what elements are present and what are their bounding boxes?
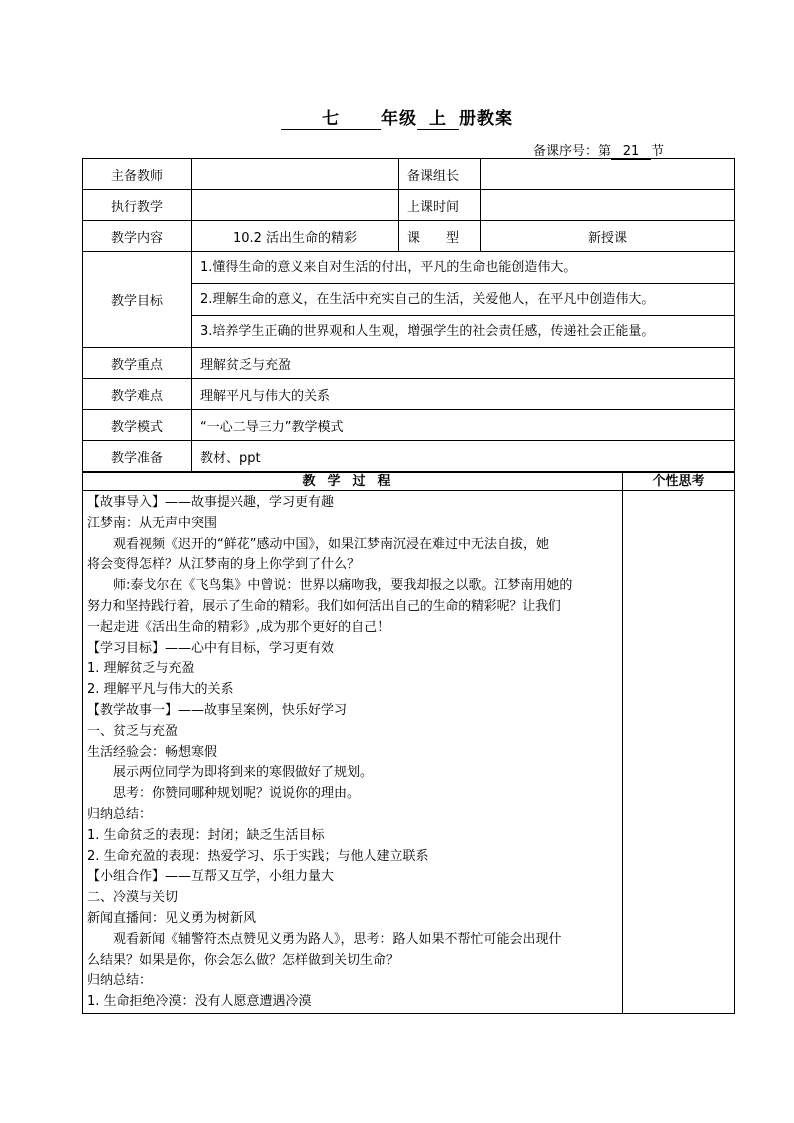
process-line: 1. 理解贫乏与充盈 xyxy=(87,661,195,677)
goals-label: 教学目标 xyxy=(83,252,192,348)
goal-item: 3.培养学生正确的世界观和人生观，增强学生的社会责任感，传递社会正能量。 xyxy=(200,324,655,339)
serial-number: 21 xyxy=(611,144,651,160)
goal-item: 2.理解生命的意义，在生活中充实自己的生活，关爱他人，在平凡中创造伟大。 xyxy=(192,284,734,316)
process-line: 1. 生命贫乏的表现：封闭；缺乏生活目标 xyxy=(87,827,325,843)
mode-label: 教学模式 xyxy=(83,410,192,441)
goals-list xyxy=(192,252,734,347)
reflection-cell xyxy=(623,491,735,1014)
process-line: 新闻直播间：见义勇为树新风 xyxy=(87,910,257,926)
lesson-serial xyxy=(533,140,664,160)
lead-teacher-value xyxy=(192,159,399,190)
content-label: 教学内容 xyxy=(83,221,192,252)
process-header: 教学过程 xyxy=(83,473,623,491)
process-line: 【小组合作】——互帮又互学，小组力量大 xyxy=(87,869,335,885)
process-line: 努力和坚持践行着，展示了生命的精彩。我们如何活出自己的生命的精彩呢？让我们 xyxy=(87,598,561,614)
process-lines xyxy=(87,493,622,1013)
executor-value xyxy=(192,190,399,221)
process-line: 观看新闻《辅警符杰点赞见义勇为路人》，思考：路人如果不帮忙可能会出现什 xyxy=(113,931,562,947)
reflection-header: 个性思考 xyxy=(623,473,735,491)
process-line: 2. 理解平凡与伟大的关系 xyxy=(87,682,234,698)
grade-field: 七 xyxy=(281,109,381,130)
teaching-process-table xyxy=(82,472,735,1014)
content-value: 10.2 活出生命的精彩 xyxy=(192,221,399,252)
process-line: 生活经验会：畅想寒假 xyxy=(87,744,218,760)
process-line: 一起走进《活出生命的精彩》,成为那个更好的自己！ xyxy=(87,619,391,635)
class-time-label: 上课时间 xyxy=(399,190,481,221)
process-line: 师:泰戈尔在《飞鸟集》中曾说：世界以痛吻我，要我却报之以歌。江梦南用她的 xyxy=(113,578,573,594)
process-line: 么结果？如果是你，你会怎么做？怎样做到关切生命？ xyxy=(87,952,400,968)
process-line: 【故事导入】——故事提兴趣，学习更有趣 xyxy=(87,495,335,510)
process-line: 二、冷漠与关切 xyxy=(87,890,179,906)
process-line: 将会变得怎样？从江梦南的身上你学到了什么？ xyxy=(87,557,361,573)
serial-prefix: 备课序号：第 xyxy=(533,144,612,159)
title-suffix: 册教案 xyxy=(459,109,513,129)
grade-word: 年级 xyxy=(381,109,417,129)
group-leader-label: 备课组长 xyxy=(399,159,481,190)
lesson-type-value: 新授课 xyxy=(481,221,735,252)
serial-suffix: 节 xyxy=(651,144,665,159)
prep-value: 教材、ppt xyxy=(192,441,735,472)
process-line: 归纳总结： xyxy=(87,973,153,989)
prep-label: 教学准备 xyxy=(83,441,192,472)
difficulty-value: 理解平凡与伟大的关系 xyxy=(192,379,735,410)
process-content xyxy=(83,491,623,1014)
process-line: 一、贫乏与充盈 xyxy=(87,723,179,739)
process-line: 展示两位同学为即将到来的寒假做好了规划。 xyxy=(113,765,374,781)
goal-item: 1.懂得生命的意义来自对生活的付出，平凡的生命也能创造伟大。 xyxy=(192,252,734,284)
lead-teacher-label: 主备教师 xyxy=(83,159,192,190)
process-line: 观看视频《迟开的“鲜花”感动中国》，如果江梦南沉浸在难过中无法自拔，她 xyxy=(113,536,549,552)
lesson-type-label: 课 型 xyxy=(399,221,481,252)
group-leader-value xyxy=(481,159,735,190)
process-line: 归纳总结： xyxy=(87,806,153,822)
executor-label: 执行教学 xyxy=(83,190,192,221)
process-line: 【学习目标】——心中有目标，学习更有效 xyxy=(87,640,335,656)
process-line: 思考：你赞同哪种规划呢？说说你的理由。 xyxy=(113,786,361,802)
key-point-label: 教学重点 xyxy=(83,348,192,379)
process-line: 1. 生命拒绝冷漠：没有人愿意遭遇冷漠 xyxy=(87,994,312,1010)
lesson-info-table xyxy=(82,158,735,472)
class-time-value xyxy=(481,190,735,221)
process-line: 2. 生命充盈的表现：热爱学习、乐于实践；与他人建立联系 xyxy=(87,848,429,864)
process-line: 【教学故事一】——故事呈案例，快乐好学习 xyxy=(87,702,348,718)
mode-value: “一心二导三力”教学模式 xyxy=(192,410,735,441)
key-point-value: 理解贫乏与充盈 xyxy=(192,348,735,379)
process-line: 江梦南：从无声中突围 xyxy=(87,515,218,531)
difficulty-label: 教学难点 xyxy=(83,379,192,410)
goals-cell xyxy=(192,252,735,348)
page-title xyxy=(0,104,794,130)
term-field: 上 xyxy=(417,109,459,130)
